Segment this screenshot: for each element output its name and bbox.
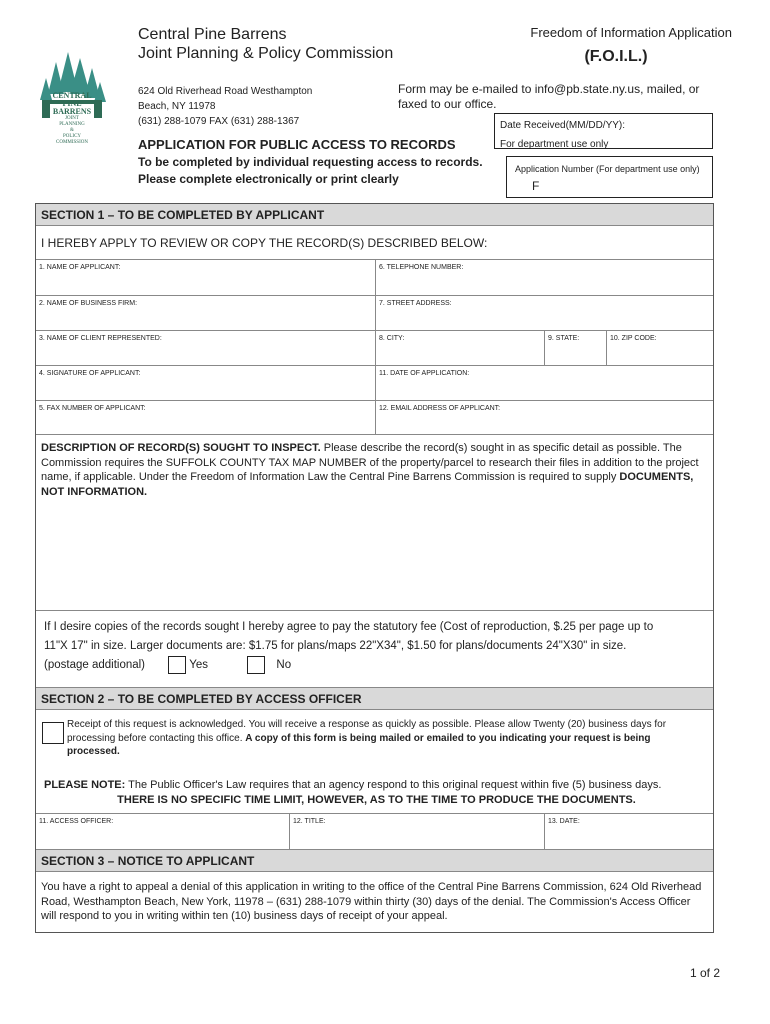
fee-line-3: (postage additional) xyxy=(44,659,146,672)
foil-form xyxy=(35,203,714,933)
form-row-4 xyxy=(36,366,713,401)
receipt-emphasis: A copy of this form is being mailed or emailed to you indicating your request is being processed. xyxy=(67,732,651,757)
fee-line-2: 11"X 17" in size. Larger documents are: $1.75 for plans/maps 22"X34", $1.50 for plans/documents 24"X30" in size. xyxy=(44,640,627,652)
receipt-text: Receipt of this request is acknowledged. You will receive a response as quickly as possible. Please allow Twenty (20) business days for processing before contacting this office. A copy of this form is being mailed or emailed to you indicating your request is being processed. xyxy=(67,719,667,757)
fee-agreement xyxy=(36,611,713,688)
officer-row xyxy=(36,814,713,850)
apply-statement: I HEREBY APPLY TO REVIEW OR COPY THE RECORD(S) DESCRIBED BELOW: xyxy=(36,226,713,260)
fee-line-1: If I desire copies of the records sought I hereby agree to pay the statutory fee (Cost of reproduction, $.25 per page up to xyxy=(44,621,654,633)
description-text: Please describe the record(s) sought in as specific detail as possible. The Commission requires the SUFFOLK COUNTY TAX MAP NUMBER of the property/parcel to research their files in addition to the project name, if applicable. Under the Freedom of Information Law the Central Pine Barrens Commission is required to supply xyxy=(41,442,699,483)
form-row-3 xyxy=(36,331,713,366)
fee-line-3-row xyxy=(44,656,705,675)
telephone-field[interactable]: 6. TELEPHONE NUMBER: xyxy=(379,264,464,271)
section3-header: SECTION 3 – NOTICE TO APPLICANT xyxy=(36,850,713,872)
page-number: 1 of 2 xyxy=(689,966,720,980)
state-field[interactable]: 9. STATE: xyxy=(545,331,607,365)
foil-label: (F.O.I.L.) xyxy=(584,48,648,65)
yes-label: Yes xyxy=(189,659,208,672)
application-number-prefix: F xyxy=(532,179,540,193)
date-field[interactable]: 13. DATE: xyxy=(548,818,580,825)
section2-header: SECTION 2 – TO BE COMPLETED BY ACCESS OFFICER xyxy=(36,688,713,710)
client-represented-field[interactable]: 3. NAME OF CLIENT REPRESENTED: xyxy=(36,331,376,365)
public-officer-note: PLEASE NOTE: The Public Officer's Law requires that an agency respond to this original request within five (5) business days. THERE IS NO SPECIFIC TIME LIMIT, HOWEVER, AS TO THE TIME TO PRODUCE THE DOCUMENTS. xyxy=(44,778,709,808)
logo-text: CENTRAL PINE BARRENS JOINT PLANNING & POLICY COMMISSION xyxy=(52,91,92,145)
form-row-5 xyxy=(36,401,713,435)
street-address-field[interactable]: 7. STREET ADDRESS: xyxy=(379,300,452,307)
application-number-label: Application Number (For department use only) xyxy=(515,164,700,174)
receipt-checkbox[interactable] xyxy=(42,722,64,744)
form-row-1 xyxy=(36,260,713,296)
email-note: Form may be e-mailed to info@pb.state.ny.us, mailed, or faxed to our office. xyxy=(398,82,700,111)
record-description-area[interactable] xyxy=(36,435,713,611)
department-use-label: For department use only xyxy=(500,139,609,150)
description-emphasis: DOCUMENTS, NOT INFORMATION. xyxy=(41,471,694,498)
fax-number-field[interactable]: 5. FAX NUMBER OF APPLICANT: xyxy=(36,401,376,434)
date-received-label: Date Received(MM/DD/YY): xyxy=(500,120,626,131)
title-field[interactable]: 12. TITLE: xyxy=(290,814,545,849)
description-heading: DESCRIPTION OF RECORD(S) SOUGHT TO INSPECT. xyxy=(41,442,321,454)
no-checkbox[interactable] xyxy=(247,656,265,674)
applicant-name-field[interactable]: 1. NAME OF APPLICANT: xyxy=(36,260,376,295)
access-officer-field[interactable]: 11. ACCESS OFFICER: xyxy=(36,814,290,849)
section1-header: SECTION 1 – TO BE COMPLETED BY APPLICANT xyxy=(36,204,713,226)
city-field[interactable]: 8. CITY: xyxy=(376,331,545,365)
form-row-2 xyxy=(36,296,713,331)
zip-code-field[interactable]: 10. ZIP CODE: xyxy=(610,335,657,342)
email-address-field[interactable]: 12. EMAIL ADDRESS OF APPLICANT: xyxy=(379,405,501,412)
signature-field[interactable]: 4. SIGNATURE OF APPLICANT: xyxy=(36,366,376,400)
no-label: No xyxy=(276,659,292,672)
business-firm-field[interactable]: 2. NAME OF BUSINESS FIRM: xyxy=(36,296,376,330)
time-limit-note: THERE IS NO SPECIFIC TIME LIMIT, HOWEVER, AS TO THE TIME TO PRODUCE THE DOCUMENTS. xyxy=(117,794,636,806)
yes-checkbox[interactable] xyxy=(168,656,186,674)
application-date-field[interactable]: 11. DATE OF APPLICATION: xyxy=(379,370,470,377)
organization-address: 624 Old Riverhead Road Westhampton Beach, NY 11978 (631) 288-1079 FAX (631) 288-1367 xyxy=(138,86,313,127)
form-title: Freedom of Information Application xyxy=(530,25,732,40)
application-title: APPLICATION FOR PUBLIC ACCESS TO RECORDS xyxy=(138,137,456,152)
appeal-notice: You have a right to appeal a denial of this application in writing to the office of the Central Pine Barrens Commission, 624 Old Riverhead Road, Westhampton Beach, New York, 11978 – (631) 288-1079 within thirty (30) days of the denial. The Commission's Access Officer will respond to you in writing within ten (10) business days of receipt of your appeal. xyxy=(41,881,702,922)
section2-body xyxy=(36,710,713,814)
application-instructions: To be completed by individual requesting access to records. Please complete electronically or print clearly xyxy=(138,155,483,186)
application-number-box[interactable] xyxy=(506,156,713,198)
organization-name: Central Pine Barrens Joint Planning & Policy Commission xyxy=(138,26,394,62)
